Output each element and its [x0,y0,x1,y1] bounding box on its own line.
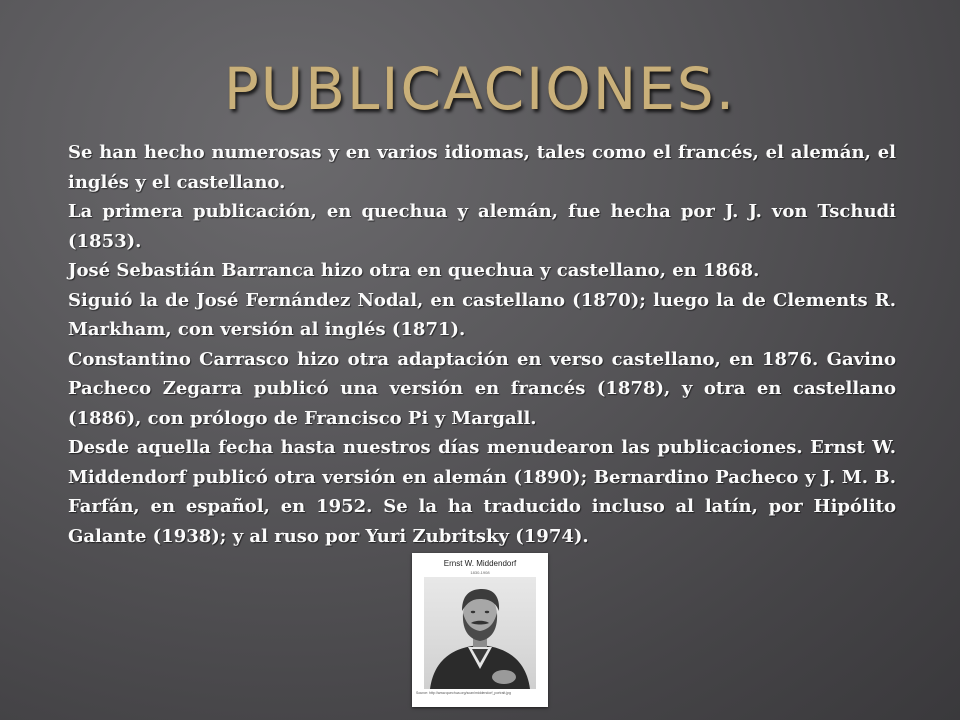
paragraph: José Sebastián Barranca hizo otra en quechua y castellano, en 1868. [68,260,760,281]
body-text [68,138,896,551]
slide-title: PUBLICACIONES. [223,55,737,123]
paragraph: Siguió la de José Fernández Nodal, en castellano (1870); luego la de Clements R. Markham, con versión al inglés (1871). [68,289,896,340]
paragraph: Se han hecho numerosas y en varios idiomas, tales como el francés, el alemán, el inglés y el castellano. [68,142,896,193]
paragraph: Constantino Carrasco hizo otra adaptación en verso castellano, en 1876. Gavino Pacheco Zegarra publicó una versión en francés (1878), y otra en castellano (1886), con prólogo de Francisco Pi y Margall. [68,348,896,429]
portrait-years: 1830-1908 [470,570,490,575]
portrait-image [412,553,548,707]
portrait-source: Source: http://www.quechua.org/scan/middendorf_portrait.jpg [416,691,511,695]
paragraph: La primera publicación, en quechua y alemán, fue hecha por J. J. von Tschudi (1853). [68,201,896,252]
portrait-caption: Ernst W. Middendorf [443,559,517,568]
paragraph: Desde aquella fecha hasta nuestros días menudearon las publicaciones. Ernst W. Middendorf publicó otra versión en alemán (1890); Bernardino Pacheco y J. M. B. Farfán, en español, en 1952. Se la ha traducido incluso al latín, por Hipólito Galante (1938); y al ruso por Yuri Zubritsky (1974). [68,437,896,547]
portrait-photo [424,577,536,689]
